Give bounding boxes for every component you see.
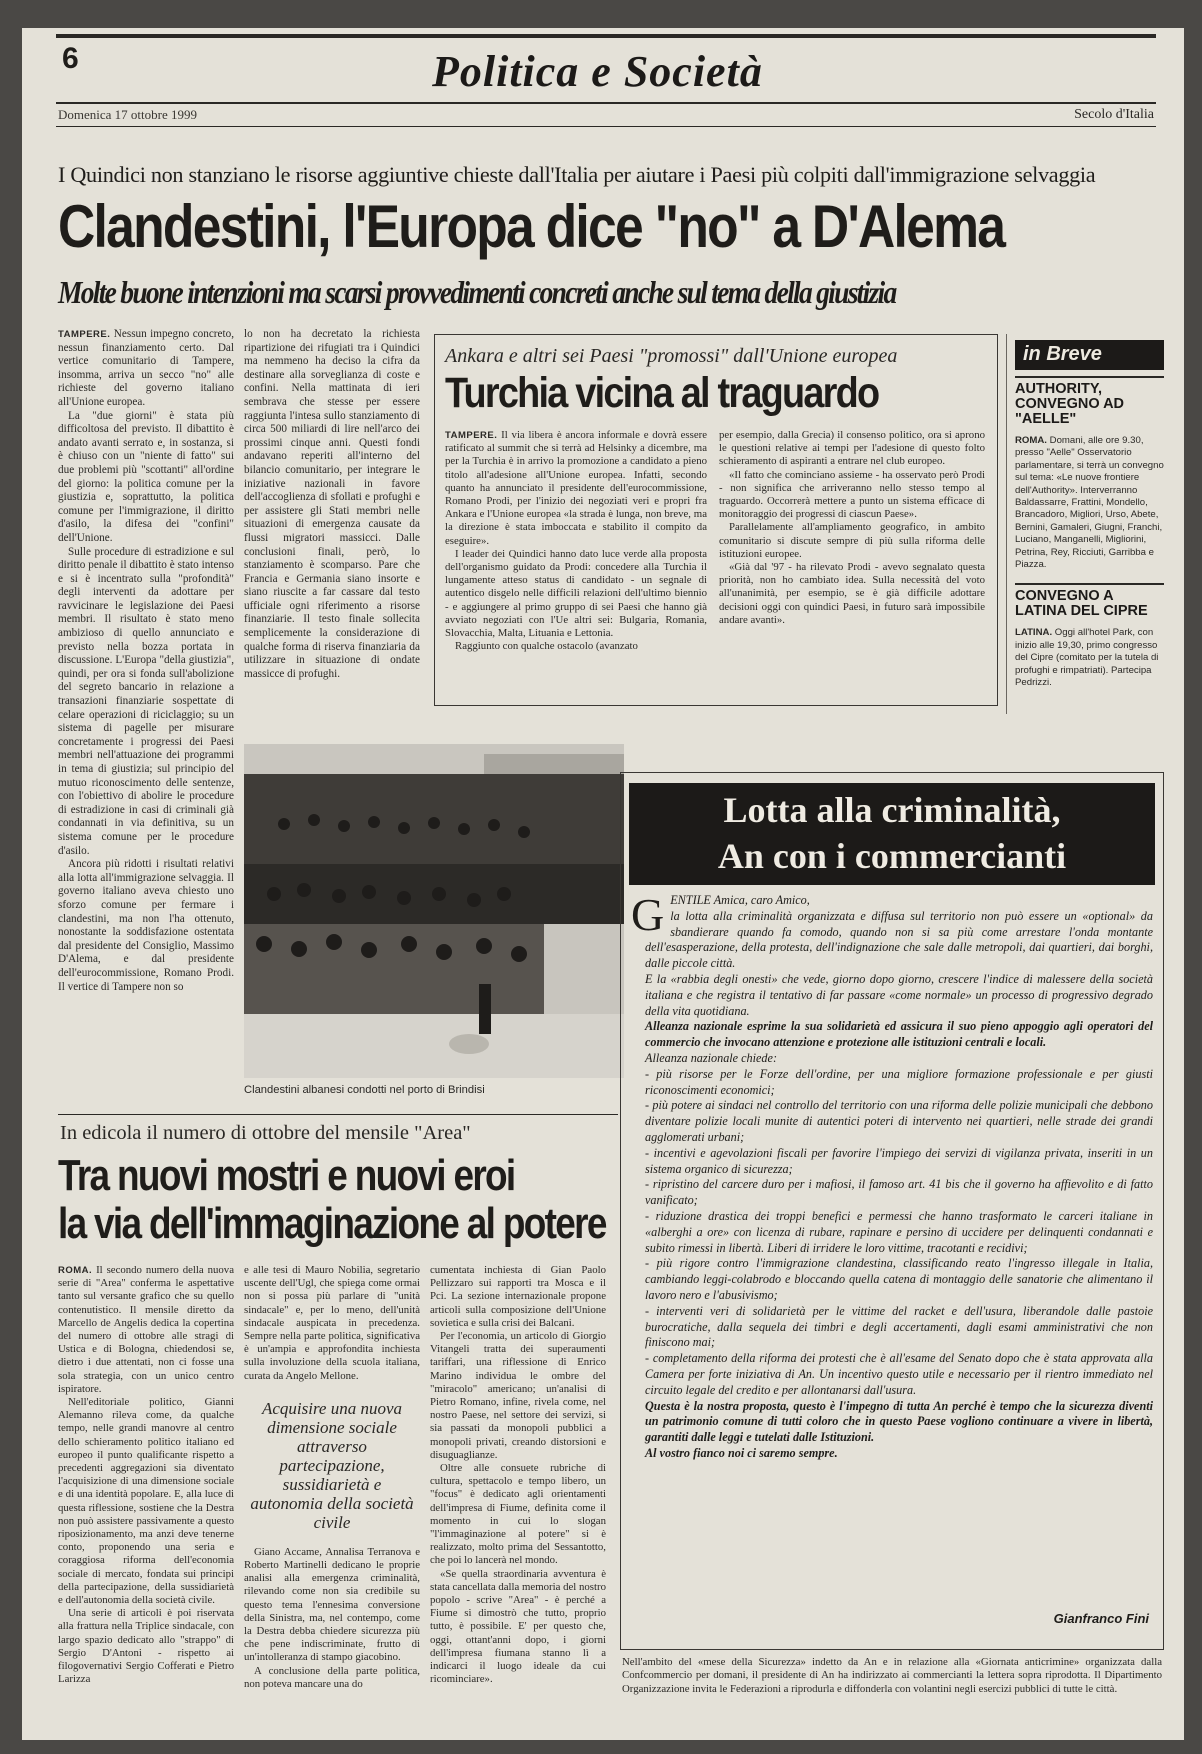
turchia-text: Il via libera è ancora informale e dovrà essere ratificato al summit che si terrà ad Helsinky a dicembre, ma per la Turchia è in arrivo la promozione a candidato a pieno titolo all'adesione all'Unione europea. Infatti, secondo quanto ha annunciato il presidente dell'eurocommissione, Romano Prodi, per l'inizio dei negoziati veri e propri fra Ankara e l'Unione europea «la strada è lunga, non breve, ma la direzione è stata imboccata e stabilito il compito da eseguire».: [445, 429, 707, 547]
letter-headline: [629, 787, 1155, 879]
area-column-2: [244, 1264, 420, 1734]
top-rule: [56, 34, 1156, 38]
letter-footnote: Nell'ambito del «mese della Sicurezza» indetto da An e in relazione alla «Giornata anticrimine» organizzata dalla Confcommercio per domani, il presidente di An ha indirizzato ai commercianti la lettera sopra riprodotta. Il Dipartimento Organizzazione invita le Federazioni a riprodurla e diffonderla con volantini negli esercizi pubblici di tutte le città.: [622, 1656, 1162, 1695]
brief-dateline: ROMA.: [1015, 435, 1047, 446]
turchia-paragraph: Raggiunto con qualche ostacolo (avanzato: [455, 640, 638, 653]
area-paragraph: Per l'economia, un articolo di Giorgio Vitangeli tratta dei superaumenti tariffari, una riflessione di Enrico Marino individua le ombre del "miracolo" americano; un'analisi di Pietro Romano, infine, rivela come, nel nostro Paese, nel settore dei servizi, si sia passati da monopoli pubblici a monopoli privati, creando distorsioni e disuguaglianze.: [430, 1330, 606, 1461]
date-rule: [56, 126, 1156, 127]
area-headline-line: Tra nuovi mostri e nuovi eroi: [58, 1151, 515, 1200]
area-pullquote: Acquisire una nuova dimensione sociale attraverso partecipazione, sussidiarietà e autonomia della società civile: [250, 1398, 414, 1532]
lead-paragraph: lo non ha decretato la richiesta ripartizione dei rifugiati tra i Quindici ma nemmeno ha deciso la cifra da destinare alla sorveglianza di coste e confini. Nella mattinata di ieri sembrava che stesse per essere raggiunta l'intesa sullo stanziamento di circa 500 miliardi di lire nell'arco dei prossimi cinque anni. Questi fondi andavano reperiti all'interno del bilancio comunitario, per integrare le iniziative nazionali in favore dell'accoglienza di sfollati e profughi e per assistere gli Stati membri nelle situazioni di emergenza causate da flussi migratori massicci. Dalle conclusioni finali, però, lo stanziamento è scomparso. Pare che Francia e Germania siano insorte e siano riuscite a far cassare dal testo ufficiale ogni riferimento a risorse finanziarie. Il testo finale sollecita semplicemente la considerazione di qualche forma di riserva finanziaria da utilizzare in situazione di ondate massicce di profughi.: [244, 328, 420, 680]
brief-headline: CONVEGNO A LATINA DEL CIPRE: [1015, 588, 1148, 620]
letter-signature: Gianfranco Fini: [1053, 1611, 1149, 1626]
brief-headline: AUTHORITY, CONVEGNO AD "AELLE": [1015, 381, 1125, 427]
letter-headline-line: An con i commercianti: [717, 836, 1067, 876]
masthead-rule: [56, 102, 1156, 104]
area-dateline: ROMA.: [58, 1265, 93, 1276]
issue-date: Domenica 17 ottobre 1999: [58, 107, 197, 122]
letter-headline-line: Lotta alla criminalità,: [723, 790, 1061, 830]
lead-subheadline: Molte buone intenzioni ma scarsi provvedimenti concreti anche sul tema della giustizia: [58, 274, 896, 310]
letter-paragraph: - più potere ai sindaci nel controllo del territorio con una riforma delle polizie municipali che debbono diventare polizie locali munite di autentici poteri di intervento nei quartieri, nelle strade dei grandi agglomerati urbani;: [645, 1098, 1153, 1144]
lead-kicker: I Quindici non stanziano le risorse aggiuntive chieste dall'Italia per aiutare i Paesi più colpiti dall'immigrazione selvaggia: [58, 162, 1096, 187]
turchia-dateline: TAMPERE.: [445, 430, 498, 441]
turchia-paragraph: per esempio, dalla Grecia) il consenso politico, ora si aprono le questioni relative ai tempi per l'adesione di questo folto schieramento di aspiranti a entrare nel club europeo.: [719, 429, 985, 468]
turchia-paragraph: I leader dei Quindici hanno dato luce verde alla proposta dell'organismo guidato da Prodi: concedere alla Turchia il lungamente atteso status di candidato - un segnale di autentico disgelo nelle difficili relazioni dell'ultimo biennio - e aggiungere al primo gruppo di sei Paesi che hanno già avviato negoziati con l'Ue altri sei: Bulgaria, Romania, Slovacchia, Malta, Lituania e Lettonia.: [445, 547, 707, 640]
page-number: 6: [62, 42, 79, 75]
lead-headline: Clandestini, l'Europa dice "no" a D'Alema: [58, 193, 1005, 260]
brief-text: Oggi all'hotel Park, con inizio alle 19,30, primo congresso del Cipre (comitato per la tutela di profughi e rimpatriati). Partecipa Pedrizzi.: [1015, 627, 1159, 689]
turchia-paragraph: Parallelamente all'ampliamento geografico, in ambito comunitario si discute sempre di più sulla riforma delle istituzioni europee.: [719, 521, 985, 560]
turchia-paragraph: «Già dal '97 - ha rilevato Prodi - avevo segnalato questa priorità, non ho cambiato idea. Sulla necessità del voto all'unanimità, per esempio, se è già difficile adottare decisioni oggi con quindici Paesi, in futuro sarà impossibile andare avanti».: [719, 561, 985, 626]
lead-paragraph: Sulle procedure di estradizione e sul diritto penale il dibattito è stato intenso e si è incentrato sulla "profondità" degli interventi da adottare per ravvicinare le legislazione dei Paesi membri. Il risultato è stato meno ambizioso di quello annunciato e previsto nella bozza portata in discussione. L'Europa "della giustizia", quindi, per ora si fonda sull'abolizione del segreto bancario in relazione a transazioni finanziarie sospettate di celare operazioni di riciclaggio; su un sistema di pagelle per misurare concretamente i progressi dei Paesi membri nell'attuazione dei programmi in tema di giustizia; sul principio del mutuo riconoscimento delle sentenze, con l'obiettivo di abolire le procedure di estradizione in casi di criminali già condannati in via definitiva, su un sistema comune per le procedure d'asilo.: [58, 545, 234, 857]
area-column-3: [430, 1264, 606, 1734]
turchia-column-2: [719, 429, 985, 699]
area-paragraph: Nell'editoriale politico, Gianni Alemanno rileva come, da qualche tempo, nelle grandi manovre al centro dello schieramento politico italiano ed europeo il punto qualificante rispetto a precedenti aggregazioni sia diventato l'acquisizione di una dimensione sociale e di una identità popolare. E, alla luce di questa riflessione, sostiene che la Destra non può assistere passivamente a questo riposizionamento, ma anzi deve tenerne conto, proponendo una seria e coraggiosa riforma dell'economia sociale di mercato, fondata sui principi della partecipazione, della sussidiarietà e dell'autonomia della società civile.: [58, 1396, 234, 1607]
lead-paragraph: Ancora più ridotti i risultati relativi alla lotta all'immigrazione selvaggia. Il governo italiano aveva chiesto uno sforzo comune per fermare i clandestini, ma non l'ha ottenuto, nonostante la soddisfazione ostentata dal presidente del Consiglio, Massimo D'Alema, e dal presidente dell'eurocommissione, Romano Prodi. Il vertice di Tampere non so: [58, 858, 234, 993]
letter-box: [620, 772, 1164, 1650]
lead-text: Nessun impegno concreto, nessun finanziamento certo. Dal vertice comunitario di Tampere, insomma, arriva un secco "no" alle richieste del governo italiano all'Unione europea.: [58, 328, 234, 408]
brief-dateline: LATINA.: [1015, 627, 1053, 639]
letter-paragraph: - completamento della riforma dei protesti che è all'esame del Senato dopo che è stata approvata alla Camera per forte iniziativa di An. Un incentivo questo utile e necessario per il rientro immediato nel circuito legale del credito e per allontanarsi dall'usura.: [645, 1351, 1153, 1397]
area-rule: [58, 1114, 618, 1115]
area-paragraph: Oltre alle consuete rubriche di cultura, spettacolo e tempo libero, un "focus" è dedicato agli orientamenti dell'impresa di Fiume, definita come il momento in cui lo slogan "l'immaginazione al potere" si è realizzato, molto prima del Sessantotto, che poi lo lancerà nel mondo.: [430, 1462, 606, 1567]
newspaper-page: [22, 28, 1184, 1740]
in-breve-column: [1006, 334, 1164, 714]
area-paragraph: cumentata inchiesta di Gian Paolo Pellizzaro sui rapporti tra Mosca e il Pci. La sezione internazionale propone articoli sulla composizione dell'Unione sovietica e sulla crisi dei Balcani.: [430, 1264, 606, 1329]
area-paragraph: A conclusione della parte politica, non poteva mancare una do: [244, 1664, 420, 1690]
letter-paragraph: - incentivi e agevolazioni fiscali per favorire l'impiego dei servizi di vigilanza privata, inseriti in un sistema organico di sicurezza;: [645, 1145, 1153, 1176]
area-text: Il secondo numero della nuova serie di "Area" conferma le aspettative tanto sul versante grafico che su quello contenutistico. Il mensile diretto da Marcello de Angelis dedica la copertina del numero di ottobre alle stragi di Ustica e di Bologna, chiedendosi se, dietro i due attentati, non ci fosse una sola strategia, con un unico centro ispiratore.: [58, 1264, 234, 1395]
area-headline-line: la via dell'immaginazione al potere: [58, 1199, 606, 1248]
letter-paragraph: la lotta alla criminalità organizzata e diffusa sul territorio non può essere un «optional» da sbandierare quando fa comodo, quando non si sa più come arrestare l'onda montante dell'esasperazione, della protesta, dell'indignazione che sale dalle metropoli, dai quartieri, dai borghi, dalle piccole città.: [645, 908, 1153, 971]
letter-dropcap: G: [631, 893, 665, 940]
turchia-box: [434, 334, 998, 706]
letter-body: [631, 893, 1153, 1593]
letter-paragraph: - più rigore contro l'immigrazione clandestina, classificando reato l'ingresso illegale in Italia, cambiando leggi-colabrodo e bloccando quella catena di montaggio delle sanatorie che alimentano il lavoro nero e l'abusivismo;: [645, 1256, 1153, 1302]
turchia-paragraph: «Il fatto che cominciano assieme - ha osservato però Prodi - non significa che arriveranno nello stesso tempo al traguardo. Occorrerà mettere a punto un sistema efficace di monitoraggio dei progressi di ciascun Paese».: [719, 468, 985, 521]
letter-paragraph: Questa è la nostra proposta, questo è l'impegno di tutta An perché è tempo che la sicurezza diventi un patrimonio comune di tutti coloro che in questo Paese vogliono continuare a vivere in libertà, garantiti dalle leggi e tutelati dalle Istituzioni.: [645, 1398, 1153, 1445]
letter-paragraph: Al vostro fianco noi ci saremo sempre.: [645, 1445, 838, 1460]
letter-paragraph: - interventi veri di solidarietà per le vittime del racket e dell'usura, liberandole dalle pastoie burocratiche, dalla sequela dei timbri e degli accertamenti, dagli esami amministrativi che non finiscono mai;: [645, 1303, 1153, 1350]
area-paragraph: Una serie di articoli è poi riservata alla frattura nella Triplice sindacale, con largo spazio dedicato allo "strappo" di Sergio D'Antoni - rispetto ai filogovernativi Sergio Cofferati e Pietro Larizza: [58, 1607, 234, 1686]
lead-column-2: [244, 328, 420, 708]
letter-opening: ENTILE Amica, caro Amico,: [670, 893, 810, 907]
turchia-headline: Turchia vicina al traguardo: [445, 369, 879, 417]
brief-text: Domani, alle ore 9.30, presso "Aelle" Osservatorio parlamentare, si terrà un convegno sul tema: «Le nuove frontiere dell'Authority». Interverranno Baldassarre, Frattini, Mondello, Brancadoro, Migliori, Urso, Abete, Bernini, Gamaleri, Giugni, Franchi, Luciano, Manganelli, Migliorini, Petrina, Rey, Ricciuti, Garribba e Piazza.: [1015, 435, 1164, 571]
newspaper-name: Secolo d'Italia: [1074, 107, 1154, 122]
area-kicker: In edicola il numero di ottobre del mensile "Area": [60, 1122, 471, 1144]
letter-paragraph: - riduzione drastica dei troppi benefici e permessi che hanno trasformato le carceri italiane in «alberghi a ore» con licenza di rubare, rapinare e persino di uccidere per delinquenti condannati e subito rimessi in libertà. Liberi di irridere le loro vittime, tracotanti e recidivi;: [645, 1208, 1153, 1255]
area-column-1: [58, 1264, 234, 1734]
turchia-column-1: [445, 429, 707, 699]
section-title: Politica e Società: [432, 47, 763, 96]
news-photo: [244, 744, 624, 1078]
lead-paragraph: La "due giorni" è stata più difficoltosa del previsto. Il dibattito è andato avanti serrato e, in sostanza, si è chiuso con un "niente di fatto" sui due problemi più "scottanti" all'ordine del giorno: la politica comune per la giustizia e, soprattutto, la politica comune per l'immigrazione, il diritto d'asilo, la difesa dei "confini" dell'Unione.: [58, 409, 234, 544]
letter-paragraph: - ripristino del carcere duro per i mafiosi, il famoso art. 41 bis che il governo ha affievolito e di fatto vanificato;: [645, 1177, 1153, 1208]
area-paragraph: e alle tesi di Mauro Nobilia, segretario uscente dell'Ugl, che spiega come ormai non si possa più parlare di "unità sindacale" e, per lo meno, dell'unità sindacale auspicata in precedenza. Sempre nella parte politica, significativa è un'ampia e approfondita inchiesta sulla involuzione della scuola italiana, curata da Angelo Mellone.: [244, 1264, 420, 1382]
letter-paragraph: E la «rabbia degli onesti» che vede, giorno dopo giorno, crescere l'indice di malessere della società italiana e che registra il tentativo di far passare «come normale» un processo di progressivo degrado della vita quotidiana.: [645, 971, 1153, 1018]
in-breve-logo: in Breve: [1015, 340, 1164, 370]
lead-dateline: TAMPERE.: [58, 329, 111, 340]
area-headline: [58, 1152, 606, 1248]
migrants-ship-photo: [244, 744, 624, 1078]
letter-paragraph: - più risorse per le Forze dell'ordine, per una migliore formazione professionale e per giusti riconoscimenti economici;: [645, 1066, 1153, 1097]
area-paragraph: «Se quella straordinaria avventura è stata cancellata dalla memoria del nostro popolo - scrive "Area" - è perché a Fiume si dimostrò che tutto, proprio tutto, è possibile. E' per questo che, oggi, ottant'anni dopo, i giorni dell'impresa fiumana stanno lì a indicarci il luogo ideale da cui ricominciare».: [430, 1567, 606, 1686]
photo-caption: Clandestini albanesi condotti nel porto di Brindisi: [244, 1084, 485, 1096]
letter-paragraph: Alleanza nazionale esprime la sua solidarietà ed assicura il suo pieno appoggio agli operatori del commercio che invocano attenzione e protezione alle istituzioni centrali e locali.: [645, 1019, 1153, 1050]
turchia-kicker: Ankara e altri sei Paesi "promossi" dall'Unione europea: [445, 345, 898, 367]
letter-paragraph: Alleanza nazionale chiede:: [645, 1050, 777, 1065]
area-paragraph: Giano Accame, Annalisa Terranova e Roberto Martinelli dedicano le proprie analisi alla emergenza criminalità, rilevando come non sia credibile su questo tema l'ennesima conversione della Sinistra, ma, nel contempo, come la Destra debba chiedere sicurezza più che pene indiscriminate, frutto di un'intolleranza di stampo giacobino.: [244, 1545, 420, 1664]
